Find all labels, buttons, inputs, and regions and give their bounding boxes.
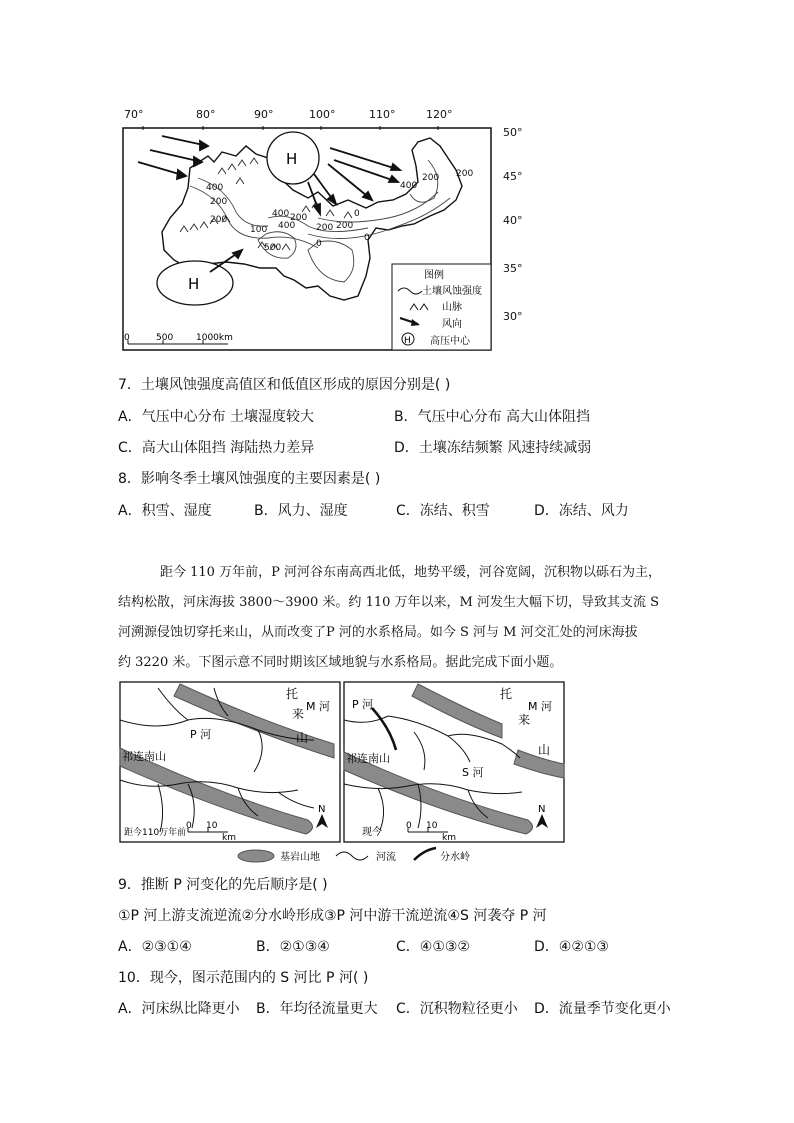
- scale-label: 10: [426, 821, 438, 831]
- map-label-lai: 来: [518, 713, 531, 727]
- q9-option-a: A．②③①④: [118, 939, 192, 955]
- lat-label: 40°: [503, 214, 523, 227]
- map-label-m-river: M 河: [306, 700, 330, 713]
- lon-label: 120°: [426, 108, 453, 121]
- question-7-stem: 7．土壤风蚀强度高值区和低值区形成的原因分别是( ): [118, 377, 451, 393]
- river-capture-map: [118, 680, 566, 866]
- scale-label: 0: [406, 821, 412, 831]
- contour-label: 0: [316, 239, 322, 249]
- q8-option-b: B．风力、湿度: [254, 503, 348, 519]
- lon-label: 90°: [254, 108, 274, 121]
- scale-label: km: [442, 833, 456, 843]
- legend-river-swatch: [336, 852, 368, 860]
- q8-option-a: A．积雪、湿度: [118, 503, 212, 519]
- passage-line: 约 3220 米。下图示意不同时期该区域地貌与水系格局。据此完成下面小题。: [118, 655, 563, 670]
- lon-label: 110°: [369, 108, 396, 121]
- lon-label: 70°: [124, 108, 144, 121]
- contour-label: 0: [364, 233, 370, 243]
- legend-watershed-swatch: [414, 848, 436, 860]
- contour-label: 200: [290, 213, 308, 223]
- q9-items: ①P 河上游支流逆流②分水岭形成③P 河中游干流逆流④S 河袭夺 P 河: [118, 908, 547, 924]
- map-label-lai: 来: [292, 707, 305, 721]
- q10-option-c: C．沉积物粒径更小: [396, 1001, 518, 1017]
- scale-label: km: [222, 833, 236, 843]
- map-label-qilian: 祁连南山: [122, 750, 166, 763]
- legend-item: 河流: [376, 852, 396, 863]
- high-pressure-label: H: [286, 150, 298, 168]
- scale-label: 0: [124, 333, 130, 343]
- contour-label: 0: [354, 209, 360, 219]
- scale-label: 0: [186, 821, 192, 831]
- question-9-stem: 9．推断 P 河变化的先后顺序是( ): [118, 877, 328, 893]
- scale-label: 1000km: [196, 333, 233, 343]
- map-label-shan: 山: [296, 731, 309, 745]
- contour-label: 200: [316, 223, 334, 233]
- scale-label: 10: [206, 821, 218, 831]
- q9-option-c: C．④①③②: [396, 939, 470, 955]
- contour-label: 200: [422, 173, 440, 183]
- question-10-stem: 10．现今，图示范围内的 S 河比 P 河( ): [118, 970, 369, 986]
- legend-item: 山脉: [442, 302, 462, 313]
- contour-label: 200: [336, 221, 354, 231]
- left-panel-caption: 距今110万年前: [124, 828, 187, 838]
- map-label-tuo: 托: [286, 687, 299, 701]
- map-label-p-river: P 河: [190, 728, 212, 741]
- q9-option-d: D．④②①③: [534, 939, 609, 955]
- legend-item: 分水岭: [440, 852, 470, 863]
- q7-option-c: C．高大山体阻挡 海陆热力差异: [118, 440, 315, 456]
- legend-h-symbol: H: [404, 336, 411, 346]
- q10-option-a: A．河床纵比降更小: [118, 1001, 240, 1017]
- contour-label: 400: [278, 221, 296, 231]
- legend-item: 高压中心: [430, 336, 470, 347]
- contour-label: 200: [456, 169, 474, 179]
- soil-erosion-map: [118, 100, 538, 355]
- q10-option-b: B．年均径流量更大: [256, 1001, 378, 1017]
- contour-label: 400: [206, 183, 224, 193]
- contour-label: 400: [272, 209, 290, 219]
- contour-label: 400: [400, 181, 418, 191]
- north-label: N: [318, 804, 326, 815]
- map-label-shan: 山: [538, 743, 551, 757]
- contour-label: 200: [210, 215, 228, 225]
- high-pressure-label: H: [188, 275, 200, 293]
- passage-line: 河溯源侵蚀切穿托来山，从而改变了P 河的水系格局。如今 S 河与 M 河交汇处的河床海拔: [118, 625, 638, 640]
- lat-label: 35°: [503, 262, 523, 275]
- q9-option-b: B．②①③④: [256, 939, 330, 955]
- q7-option-b: B．气压中心分布 高大山体阻挡: [394, 409, 591, 425]
- map-label-tuo: 托: [500, 687, 513, 701]
- lat-label: 50°: [503, 126, 523, 139]
- map-label-qilian: 祁连南山: [346, 752, 390, 765]
- lon-label: 80°: [196, 108, 216, 121]
- legend-item: 基岩山地: [280, 852, 320, 863]
- map-label-p-river: P 河: [352, 698, 374, 711]
- contour-label: 100: [250, 225, 268, 235]
- q7-option-a: A．气压中心分布 土壤湿度较大: [118, 409, 315, 425]
- legend-item: 土壤风蚀强度: [422, 286, 482, 297]
- scale-label: 500: [156, 333, 174, 343]
- passage-line: 结构松散，河床海拔 3800～3900 米。约 110 万年以来，M 河发生大幅下切，导致其支流 S: [118, 595, 659, 610]
- legend-bedrock-swatch: [238, 850, 274, 862]
- q7-option-d: D．土壤冻结频繁 风速持续减弱: [394, 440, 592, 456]
- passage-line: 距今 110 万年前，P 河河谷东南高西北低，地势平缓，河谷宽阔，沉积物以砾石为主，: [160, 565, 661, 580]
- north-label: N: [538, 804, 546, 815]
- map-label-s-river: S 河: [462, 766, 484, 779]
- legend-title: 图例: [424, 270, 444, 281]
- lat-label: 30°: [503, 310, 523, 323]
- contour-label: 200: [210, 197, 228, 207]
- lon-label: 100°: [309, 108, 336, 121]
- right-panel-caption: 现今: [362, 827, 382, 838]
- lat-label: 45°: [503, 170, 523, 183]
- map-label-m-river: M 河: [528, 700, 552, 713]
- question-8-stem: 8．影响冬季土壤风蚀强度的主要因素是( ): [118, 471, 381, 487]
- q8-option-c: C．冻结、积雪: [396, 503, 490, 519]
- contour-label: 500: [264, 243, 282, 253]
- legend-item: 风向: [442, 319, 462, 330]
- q10-option-d: D．流量季节变化更小: [534, 1001, 671, 1017]
- q8-option-d: D．冻结、风力: [534, 503, 629, 519]
